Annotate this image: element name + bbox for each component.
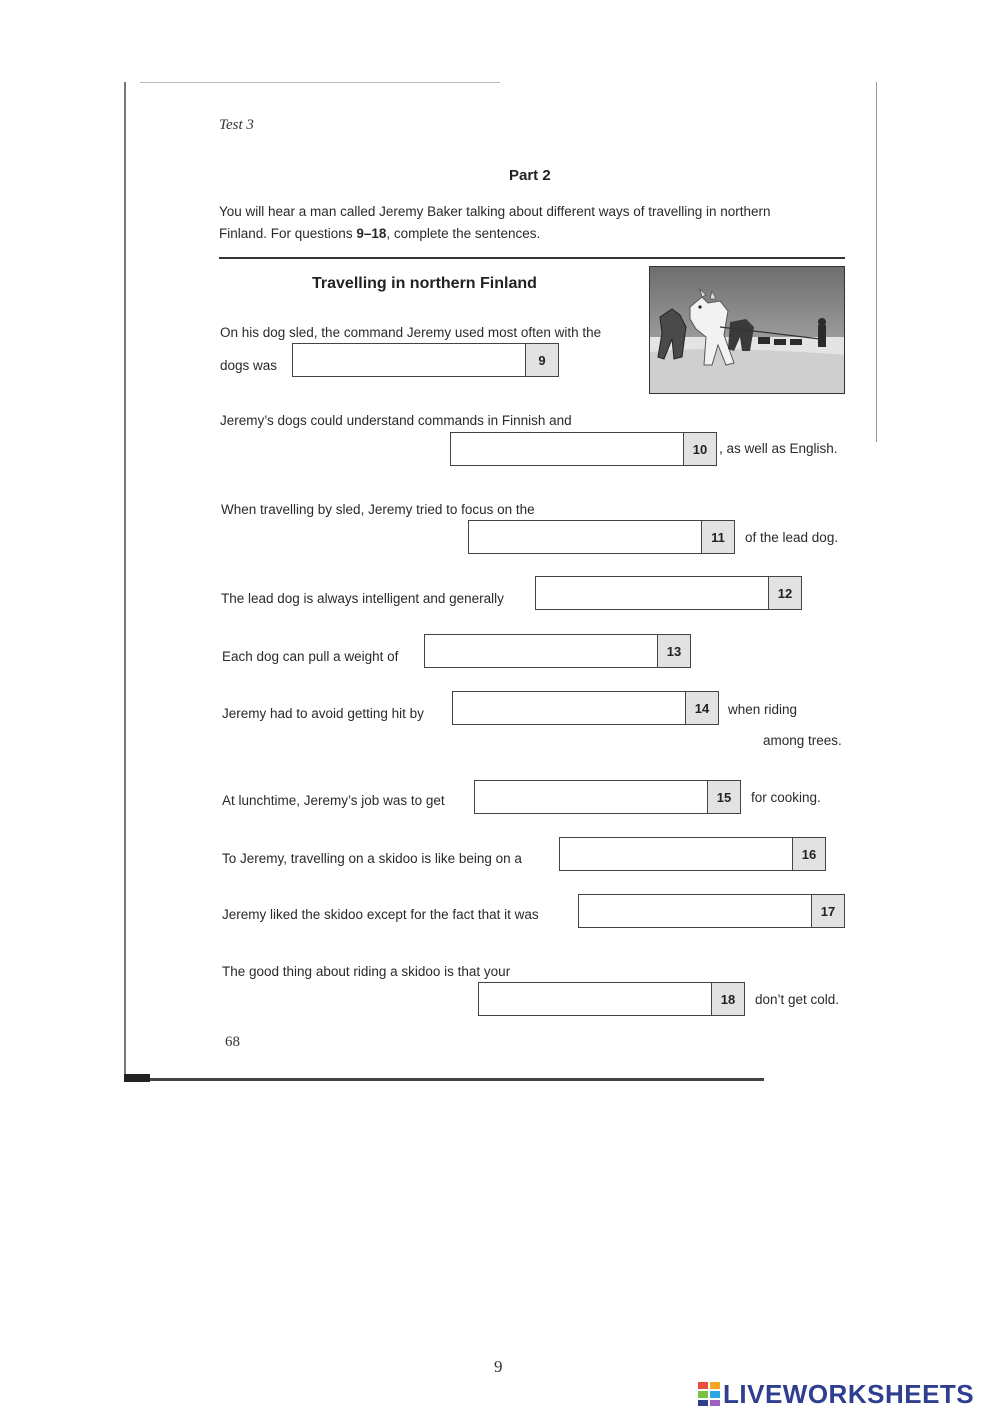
- question-10-suffix: , as well as English.: [719, 441, 838, 456]
- answer-box-12[interactable]: [535, 576, 802, 610]
- liveworksheets-logo-text: LIVEWORKSHEETS: [723, 1378, 975, 1409]
- answer-box-10[interactable]: [450, 432, 717, 466]
- scan-edge-right: [876, 82, 877, 442]
- question-14-prefix: Jeremy had to avoid getting hit by: [222, 706, 424, 721]
- question-15-suffix: for cooking.: [751, 790, 821, 805]
- dog-sled-photo: [649, 266, 845, 394]
- question-14-suffix-line-2: among trees.: [763, 733, 842, 748]
- answer-number-14: 14: [685, 692, 718, 724]
- question-9-prefix: dogs was: [220, 358, 278, 373]
- answer-box-16[interactable]: [559, 837, 826, 871]
- answer-box-14[interactable]: [452, 691, 719, 725]
- question-18-line-1: The good thing about riding a skidoo is that your: [222, 964, 511, 979]
- answer-number-17: 17: [811, 895, 844, 927]
- instructions-range: 9–18: [356, 226, 387, 241]
- answer-box-13[interactable]: [424, 634, 691, 668]
- instructions-line-2-pre: Finland. For questions: [219, 226, 357, 241]
- scan-edge-left: [124, 82, 126, 1082]
- scan-edge-bottom-mark: [124, 1074, 150, 1082]
- worksheet-page-number: 9: [494, 1357, 503, 1376]
- answer-number-16: 16: [792, 838, 825, 870]
- answer-box-17[interactable]: [578, 894, 845, 928]
- answer-box-11[interactable]: [468, 520, 735, 554]
- answer-number-9: 9: [525, 344, 558, 376]
- answer-box-18[interactable]: [478, 982, 745, 1016]
- dog-sled-picture: [650, 267, 845, 394]
- question-15-prefix: At lunchtime, Jeremy’s job was to get: [222, 793, 445, 808]
- test-label: Test 3: [219, 117, 254, 133]
- question-11-line-1: When travelling by sled, Jeremy tried to focus on the: [221, 502, 535, 517]
- question-9-line-1: On his dog sled, the command Jeremy used most often with the: [220, 325, 602, 340]
- answer-number-10: 10: [683, 433, 716, 465]
- question-17-prefix: Jeremy liked the skidoo except for the fact that it was: [222, 907, 539, 922]
- liveworksheets-logo[interactable]: [698, 1379, 974, 1409]
- question-12-prefix: The lead dog is always intelligent and generally: [221, 591, 504, 606]
- answer-box-9[interactable]: [292, 343, 559, 377]
- liveworksheets-grid-icon: [698, 1382, 720, 1406]
- question-13-prefix: Each dog can pull a weight of: [222, 649, 399, 664]
- instructions-line-1: You will hear a man called Jeremy Baker talking about different ways of travelling in northern: [219, 204, 771, 219]
- section-title: Travelling in northern Finland: [312, 275, 537, 292]
- section-divider: [219, 257, 845, 259]
- scan-edge-bottom: [124, 1078, 764, 1081]
- question-16-prefix: To Jeremy, travelling on a skidoo is like being on a: [222, 851, 522, 866]
- question-14-suffix: when riding: [728, 702, 798, 717]
- answer-number-11: 11: [701, 521, 734, 553]
- question-11-suffix: of the lead dog.: [745, 530, 839, 545]
- answer-number-18: 18: [711, 983, 744, 1015]
- answer-number-12: 12: [768, 577, 801, 609]
- answer-box-15[interactable]: [474, 780, 741, 814]
- question-10-line-1: Jeremy’s dogs could understand commands in Finnish and: [220, 413, 572, 428]
- part-title: Part 2: [509, 167, 551, 184]
- instructions-line-2-post: , complete the sentences.: [386, 226, 541, 241]
- answer-number-15: 15: [707, 781, 740, 813]
- question-18-suffix: don’t get cold.: [755, 992, 840, 1007]
- answer-number-13: 13: [657, 635, 690, 667]
- book-page-number: 68: [225, 1034, 240, 1050]
- scan-edge-top: [140, 82, 500, 83]
- instructions-line-2: [219, 226, 540, 241]
